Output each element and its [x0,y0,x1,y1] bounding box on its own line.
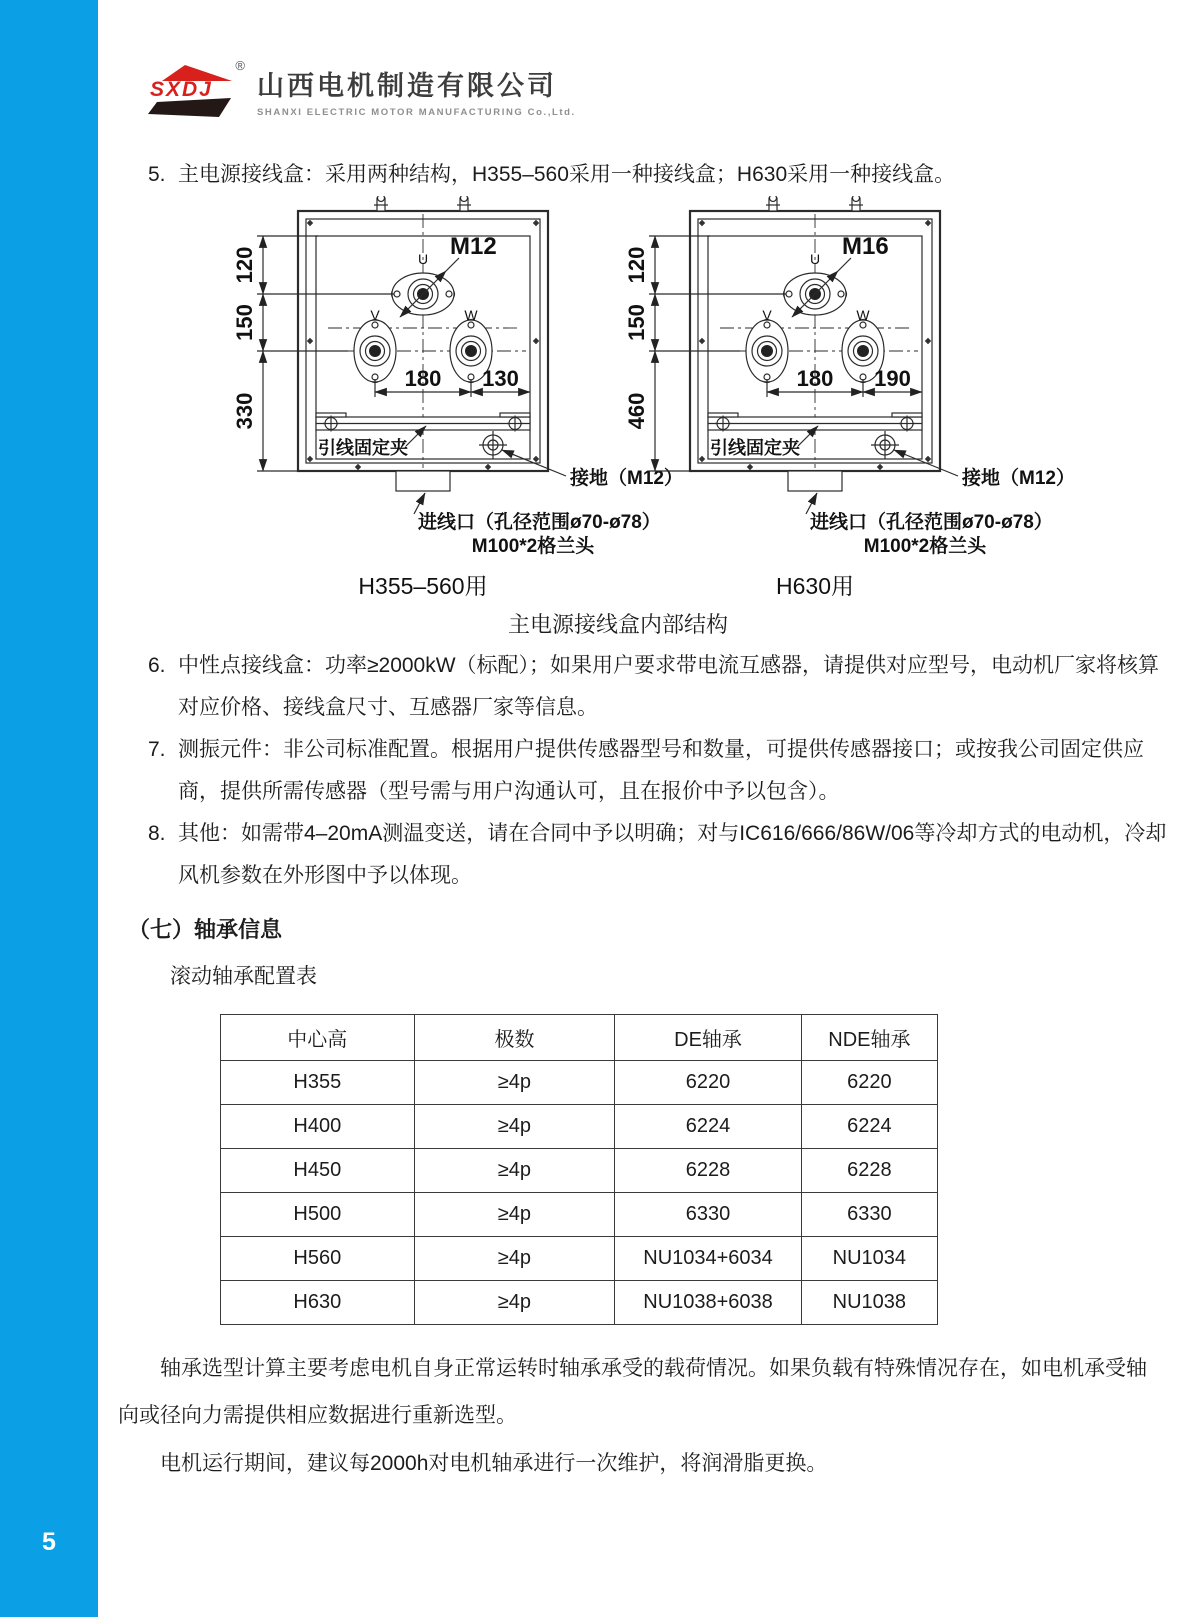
item-text: 测振元件：非公司标准配置。根据用户提供传感器型号和数量，可提供传感器接口；或按我公司固定供应商，提供所需传感器（型号需与用户沟通认可，且在报价中予以包含）。 [178,738,1144,803]
svg-text:460: 460 [624,392,649,430]
svg-text:M100*2格兰头: M100*2格兰头 [863,536,987,557]
note-paragraph: 轴承选型计算主要考虑电机自身正常运转时轴承承受的载荷情况。如果负载有特殊情况存在，如电机承受轴向或径向力需提供相应数据进行重新选型。 [118,1357,1147,1428]
table-cell: NU1034 [801,1237,937,1281]
svg-text:接地（M12）: 接地（M12） [962,468,1075,489]
table-row [221,1061,938,1105]
table-cell: H450 [221,1149,415,1193]
svg-text:进线口（孔径范围ø70-ø78）: 进线口（孔径范围ø70-ø78） [418,512,661,533]
table-header-cell: 极数 [414,1015,615,1061]
table-cell: 6220 [615,1061,801,1105]
table-cell: 6224 [615,1105,801,1149]
logo-sxdj-icon [145,60,241,122]
item-number: 6. [148,654,166,677]
junction-box-h355-560 [232,196,683,599]
svg-text:V: V [370,307,380,323]
svg-text:W: W [856,307,870,323]
svg-text:120: 120 [624,246,649,284]
svg-text:M16: M16 [842,233,889,260]
table-cell: NU1038 [801,1281,937,1325]
logo-abbr: SXDJ [150,78,213,101]
page-margin-bar [0,0,98,1617]
table-header-row [221,1015,938,1061]
company-name-en: SHANXI ELECTRIC MOTOR MANUFACTURING Co.,Ltd. [257,107,576,118]
list-item-8 [148,813,1168,897]
item-number: 7. [148,738,166,761]
table-cell: H400 [221,1105,415,1149]
section-heading-bearing-info: （七）轴承信息 [128,917,283,942]
list-item-6 [148,645,1168,729]
junction-box-h630 [624,196,1075,599]
svg-text:U: U [809,251,821,267]
svg-text:H630用: H630用 [776,573,854,599]
item-number: 5. [148,163,166,186]
table-row [221,1105,938,1149]
svg-text:180: 180 [796,366,834,391]
table-cell: 6228 [615,1149,801,1193]
diagram-title: 主电源接线盒内部结构 [507,612,728,637]
table-cell: ≥4p [414,1281,615,1325]
table-cell: 6228 [801,1149,937,1193]
company-logo [145,58,1176,124]
svg-text:M12: M12 [450,233,497,260]
table-cell: H355 [221,1061,415,1105]
page-number: 5 [42,1528,56,1556]
table-cell: H500 [221,1193,415,1237]
table-cell: 6224 [801,1105,937,1149]
table-cell: 6220 [801,1061,937,1105]
table-header-cell: NDE轴承 [801,1015,937,1061]
item-text: 主电源接线盒：采用两种结构，H355–560采用一种接线盒；H630采用一种接线盒。 [178,163,956,186]
page-content [98,0,1200,1487]
item-text: 其他：如需带4–20mA测温变送，请在合同中予以明确；对与IC616/666/86W/06等冷却方式的电动机，冷却风机参数在外形图中予以体现。 [178,822,1167,887]
svg-text:H355–560用: H355–560用 [358,573,488,599]
svg-text:M100*2格兰头: M100*2格兰头 [471,536,595,557]
item-number: 8. [148,822,166,845]
table-cell: 6330 [801,1193,937,1237]
bearing-notes [118,1345,1153,1487]
junction-box-diagrams [118,196,1176,608]
table-header-cell: 中心高 [221,1015,415,1061]
junction-box-drawing [118,196,1178,608]
company-name-cn: 山西电机制造有限公司 [257,71,557,101]
svg-text:190: 190 [874,366,911,391]
company-name-block [257,64,576,118]
table-cell: NU1038+6038 [615,1281,801,1325]
list-item-5 [148,154,1168,196]
table-cell: H630 [221,1281,415,1325]
svg-text:130: 130 [482,366,519,391]
svg-text:180: 180 [404,366,442,391]
table-cell: ≥4p [414,1149,615,1193]
svg-text:引线固定夹: 引线固定夹 [318,438,408,458]
list-item-7 [148,729,1168,813]
bearing-table-caption: 滚动轴承配置表 [170,965,317,988]
svg-text:150: 150 [232,304,257,341]
table-cell: H560 [221,1237,415,1281]
table-row [221,1193,938,1237]
table-cell: ≥4p [414,1237,615,1281]
table-cell: 6330 [615,1193,801,1237]
svg-text:V: V [762,307,772,323]
table-cell: NU1034+6034 [615,1237,801,1281]
table-row [221,1149,938,1193]
svg-text:150: 150 [624,304,649,341]
table-row [221,1281,938,1325]
list-items-6-8 [118,645,1176,897]
note-paragraph: 电机运行期间，建议每2000h对电机轴承进行一次维护，将润滑脂更换。 [160,1451,828,1475]
svg-text:120: 120 [232,246,257,284]
table-cell: ≥4p [414,1193,615,1237]
registered-trademark-icon: ® [235,58,245,73]
svg-text:U: U [417,251,429,267]
table-header-cell: DE轴承 [615,1015,801,1061]
table-cell: ≥4p [414,1061,615,1105]
svg-text:接地（M12）: 接地（M12） [570,468,683,489]
table-row [221,1237,938,1281]
logo-mark-icon [145,58,245,122]
svg-text:进线口（孔径范围ø70-ø78）: 进线口（孔径范围ø70-ø78） [810,512,1053,533]
svg-text:引线固定夹: 引线固定夹 [710,438,800,458]
svg-text:330: 330 [232,392,257,430]
table-cell: ≥4p [414,1105,615,1149]
bearing-config-table [220,1014,938,1325]
item-text: 中性点接线盒：功率≥2000kW（标配）；如果用户要求带电流互感器，请提供对应型号，电动机厂家将核算对应价格、接线盒尺寸、互感器厂家等信息。 [178,654,1160,719]
svg-text:W: W [464,307,478,323]
